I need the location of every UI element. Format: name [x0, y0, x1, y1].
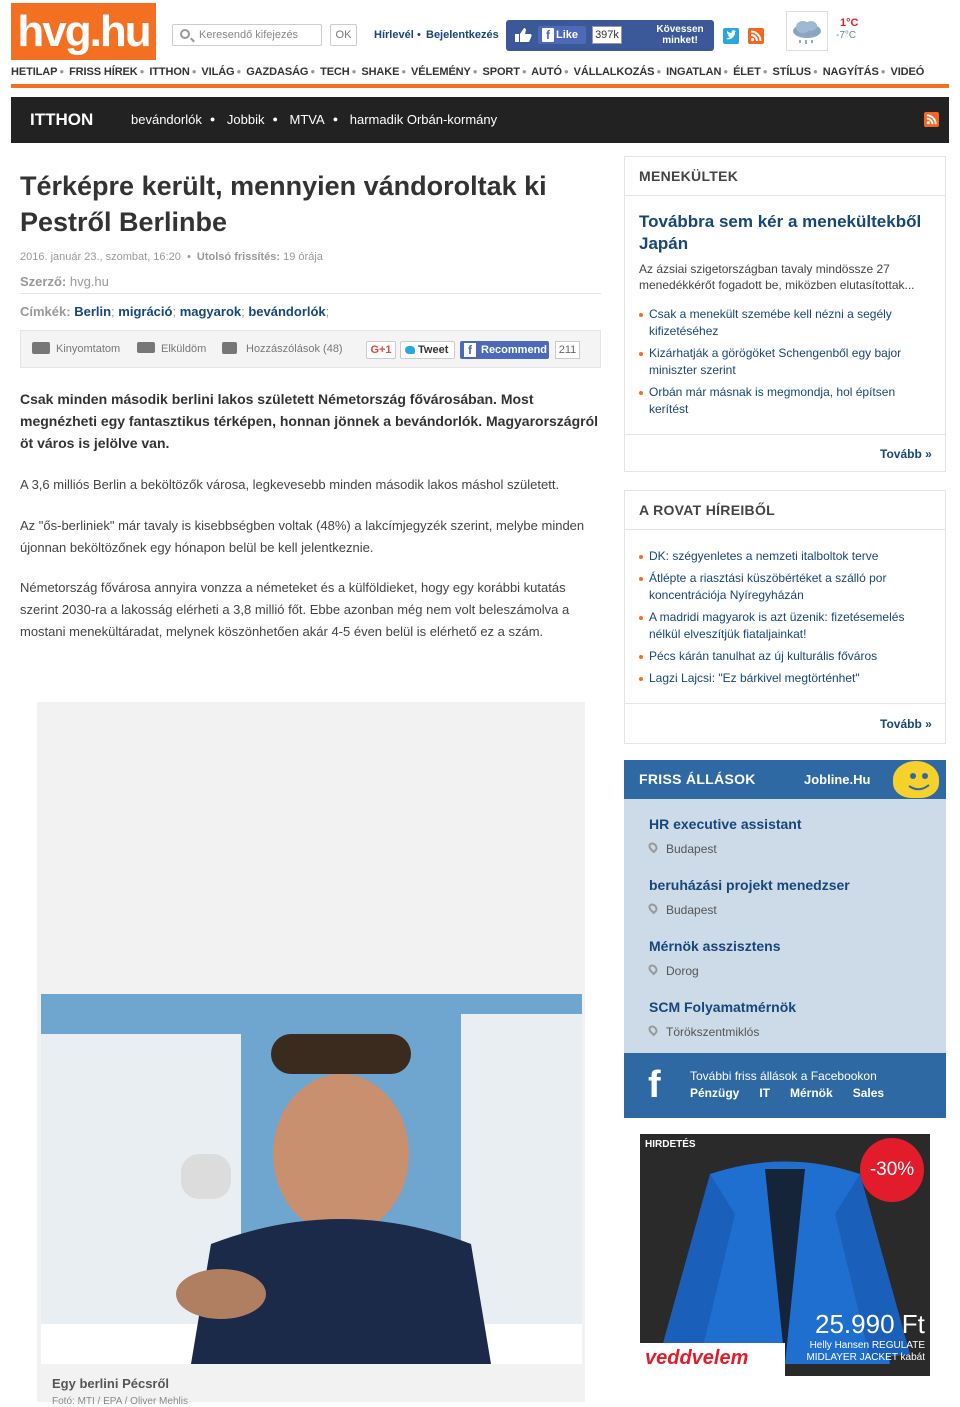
ad-price: 25.990 Ft — [815, 1309, 925, 1339]
jobline-mascot-icon — [893, 761, 939, 798]
ad-product: Helly Hansen REGULATE MIDLAYER JACKET kabát — [806, 1340, 925, 1363]
article-paragraph: Az "ős-berliniek" már tavaly is kisebbségben voltak (48%) a lakcímjegyzék szerint, melybe minden újonnan beköltözőnek egy hónapon belül be kell jelentkeznie. — [20, 518, 585, 555]
ad-label: HIRDETÉS — [645, 1139, 696, 1150]
job-location: Dorog — [666, 964, 699, 978]
job-category-link[interactable]: Sales — [852, 1086, 885, 1100]
updated-value: 19 órája — [283, 251, 323, 263]
author-label: Szerző: — [20, 274, 67, 289]
job-location: Budapest — [666, 903, 717, 917]
nav-item-itthon[interactable]: ITTHON — [149, 66, 190, 78]
updated-label: Utolsó frissítés: — [196, 251, 281, 263]
refugees-box-head: MENEKÜLTEK — [639, 168, 739, 184]
mail-icon — [137, 342, 155, 353]
article-paragraph: Németország fővárosa annyira vonzza a németeket és a külföldieket, hogy egy korábbi kutatás szerint 2030-ra a lakosság elérheti a 3,8 millió főt. Ebbe azonban még nem volt beleszámolva a mostani menekültáradat, melynek köszönhetően akár 4-5 éven belül is elérhető ez a szám. — [20, 580, 570, 639]
article-tags: Címkék: Berlin; migráció; magyarok; bevándorlók; — [20, 304, 330, 319]
list-item[interactable]: Orbán már másnak is megmondja, hol építsen kerítést — [649, 384, 934, 418]
list-item[interactable]: DK: szégyenletes a nemzeti italboltok terve — [649, 548, 934, 565]
nav-item-shake[interactable]: SHAKE — [361, 66, 400, 78]
refugees-main-text: Az ázsiai szigetországban tavaly mindössze 27 menedékkérőt fogadott be, miközben elutasítottak... — [639, 262, 915, 292]
fb-recommend-button[interactable]: f Recommend — [460, 341, 549, 359]
comments-button[interactable]: Hozzászólások (48) — [246, 343, 343, 355]
divider — [20, 293, 601, 294]
tag-link[interactable]: migráció — [118, 304, 173, 319]
job-title[interactable]: SCM Folyamatmérnök — [649, 999, 797, 1015]
divider — [625, 703, 945, 704]
send-button[interactable]: Elküldöm — [161, 343, 207, 355]
nav-item-vilag[interactable]: VILÁG — [201, 66, 235, 78]
fb-like-count: 397k — [592, 26, 622, 44]
article-paragraph: A 3,6 milliós Berlin a beköltözők városa, legkevesebb minden második lakos máshol született. — [20, 477, 560, 492]
weather-cloud-icon — [786, 11, 828, 51]
section-news-more-link[interactable]: Tovább » — [880, 717, 932, 731]
job-title[interactable]: beruházási projekt menedzser — [649, 877, 850, 893]
nav-item-tech[interactable]: TECH — [320, 66, 350, 78]
print-icon — [32, 342, 50, 354]
topic-link[interactable]: harmadik Orbán-kormány — [349, 112, 498, 127]
article-date: 2016. január 23., szombat, 16:20 — [20, 251, 181, 263]
separator-dot: • — [417, 29, 421, 41]
article-meta: 2016. január 23., szombat, 16:20 • Utolsó frissítés: 19 órája — [20, 251, 323, 263]
search-icon — [180, 29, 190, 39]
section-topics: bevándorlók ● Jobbik ● MTVA ● harmadik Orbán-kormány — [131, 112, 498, 127]
list-item[interactable]: Átlépte a riasztási küszöbértéket a szálló por koncentrációja Nyíregyházán — [649, 570, 934, 604]
article-photo[interactable] — [41, 994, 582, 1364]
nav-item-video[interactable]: VIDEÓ — [890, 66, 925, 78]
divider — [625, 529, 945, 530]
photo-caption: Egy berlini Pécsről — [52, 1376, 170, 1391]
article-author — [20, 274, 109, 289]
job-location: Budapest — [666, 842, 717, 856]
topic-link[interactable]: MTVA — [289, 112, 325, 127]
tag-link[interactable]: bevándorlók — [248, 304, 326, 319]
topic-link[interactable]: bevándorlók — [131, 112, 202, 127]
follow-text: Kövessen minket! — [656, 24, 704, 46]
recommend-count: 211 — [555, 341, 580, 359]
login-link[interactable]: Bejelentkezés — [426, 29, 499, 41]
nav-item-sport[interactable]: SPORT — [482, 66, 520, 78]
list-item[interactable]: Kizárhatják a görögöket Schengenből egy bajor miniszter szerint — [649, 345, 934, 379]
nav-item-elet[interactable]: ÉLET — [733, 66, 761, 78]
search-placeholder: Keresendő kifejezés — [199, 29, 299, 41]
tags-label: Címkék: — [20, 304, 71, 319]
temperature-min: -7°C — [836, 30, 857, 41]
nav-item-hetilap[interactable]: HETILAP — [11, 66, 58, 78]
jobs-categories — [690, 1086, 904, 1100]
divider — [625, 195, 945, 196]
facebook-icon: f — [648, 1064, 661, 1106]
nav-item-ingatlan[interactable]: INGATLAN — [666, 66, 722, 78]
nav-underline — [11, 84, 949, 88]
tweet-button[interactable]: Tweet — [400, 341, 455, 359]
job-title[interactable]: Mérnök asszisztens — [649, 938, 781, 954]
main-nav: HETILAP ● FRISS HÍREK ● ITTHON ● VILÁG ● GAZDASÁG ● TECH ● SHAKE ● VÉLEMÉNY ● SPORT ● AUTÓ ● VÁLLALKOZÁS ● INGATLAN ● ÉLET ● STÍLUS ● NAGYÍTÁS ● VIDEÓ — [11, 66, 925, 78]
nav-item-auto[interactable]: AUTÓ — [531, 66, 562, 78]
twitter-icon[interactable] — [723, 28, 739, 44]
job-title[interactable]: HR executive assistant — [649, 816, 802, 832]
tag-link[interactable]: Berlin — [74, 304, 112, 319]
jobs-facebook-link[interactable]: További friss állások a Facebookon — [690, 1069, 877, 1083]
list-item[interactable]: Pécs kárán tanulhat az új kulturális főváros — [649, 648, 934, 665]
jobline-link[interactable]: Jobline.Hu — [804, 772, 871, 787]
nav-item-friss[interactable]: FRISS HÍREK — [69, 66, 138, 78]
fb-like-button[interactable]: f Like — [538, 26, 586, 44]
gplus-button[interactable]: G+1 — [366, 341, 396, 359]
rss-icon[interactable] — [748, 28, 764, 44]
list-item[interactable]: Csak a menekült szemébe kell nézni a segély kifizetéséhez — [649, 306, 934, 340]
nav-item-stilus[interactable]: STÍLUS — [772, 66, 811, 78]
refugees-main-title[interactable]: Továbbra sem kér a menekültekből Japán — [639, 212, 922, 253]
article-lead: Csak minden második berlini lakos született Németország fővárosában. Most megnézheti egy fantasztikus térképen, honnan jönnek a bevándorlók. Magyarországról öt város is jelölve van. — [20, 391, 599, 451]
search-button[interactable]: OK — [330, 24, 357, 46]
jobs-title: FRISS ÁLLÁSOK — [639, 771, 756, 787]
photo-credit: Fotó: MTI / EPA / Oliver Mehlis — [52, 1396, 188, 1407]
section-title[interactable]: ITTHON — [30, 110, 94, 129]
ad-discount-badge: -30% — [860, 1138, 924, 1202]
hvg-logo[interactable]: hvg.hu — [11, 3, 156, 60]
print-button[interactable]: Kinyomtatom — [56, 343, 121, 355]
section-news-head: A ROVAT HÍREIBŐL — [639, 502, 775, 518]
job-location: Törökszentmiklós — [666, 1025, 760, 1039]
search-input[interactable] — [172, 24, 322, 46]
thumbs-up-icon — [514, 27, 532, 43]
topic-link[interactable]: Jobbik — [226, 112, 265, 127]
comment-icon — [222, 342, 237, 354]
author-value: hvg.hu — [69, 274, 109, 289]
tag-link[interactable]: magyarok — [179, 304, 242, 319]
job-category-link[interactable]: Pénzügy — [690, 1086, 740, 1100]
article-title: Térképre került, mennyien vándoroltak ki Pestről Berlinbe — [20, 171, 547, 237]
refugees-more-link[interactable]: Tovább » — [880, 447, 932, 461]
newsletter-link[interactable]: Hírlevél — [374, 29, 414, 41]
section-rss-icon[interactable] — [924, 112, 939, 127]
nav-item-velemeny[interactable]: VÉLEMÉNY — [411, 66, 471, 78]
job-category-link[interactable]: IT — [759, 1086, 771, 1100]
list-item[interactable]: A madridi magyarok is azt üzenik: fizetésemelés nélkül elveszítjük fiataljainkat! — [649, 609, 934, 643]
job-category-link[interactable]: Mérnök — [790, 1086, 833, 1100]
temperature-max: 1°C — [840, 17, 859, 29]
nav-item-nagyitas[interactable]: NAGYÍTÁS — [822, 66, 879, 78]
list-item[interactable]: Lagzi Lajcsi: "Ez bárkivel megtörténhet" — [649, 670, 934, 687]
nav-item-gazdasag[interactable]: GAZDASÁG — [246, 66, 309, 78]
divider — [625, 434, 945, 435]
ad-brand-logo: veddvelem — [645, 1347, 749, 1369]
nav-item-vallalkozas[interactable]: VÁLLALKOZÁS — [573, 66, 655, 78]
